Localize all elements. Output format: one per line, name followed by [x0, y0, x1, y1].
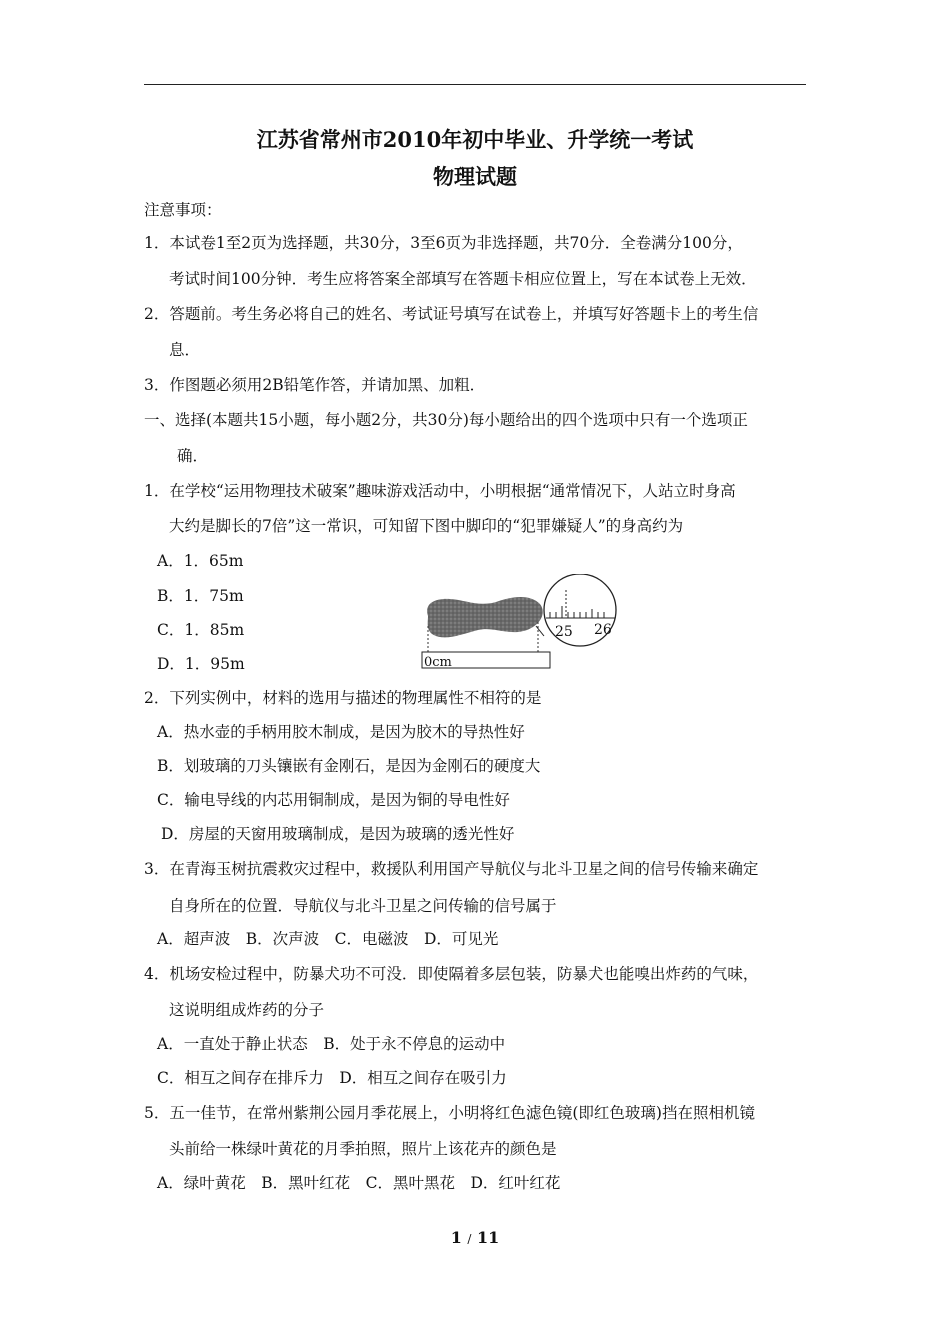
page-current: 1 — [450, 1228, 462, 1247]
q4-options-line-2: C．相互之间存在排斥力 D．相互之间存在吸引力 — [157, 1069, 507, 1087]
magnifier-tick-25: 25 — [555, 624, 573, 640]
magnifier-connector — [536, 626, 544, 636]
q3-stem-line-1: 3．在青海玉树抗震救灾过程中，救援队利用国产导航仪与北斗卫星之间的信号传输来确定 — [144, 860, 759, 878]
q1-option-a: A．1．65m — [157, 552, 244, 570]
page-number — [0, 1228, 950, 1247]
notice-item-2-line-2: 息． — [169, 341, 201, 359]
q5-stem-line-1: 5．五一佳节，在常州紫荆公园月季花展上，小明将红色滤色镜(即红色玻璃)挡在照相机镜 — [144, 1104, 755, 1122]
q1-stem-line-2: 大约是脚长的7倍”这一常识，可知留下图中脚印的“犯罪嫌疑人”的身高约为 — [169, 517, 684, 535]
magnifier-tick-26: 26 — [594, 622, 612, 638]
q1-stem-line-1: 1．在学校“运用物理技术破案”趣味游戏活动中，小明根据“通常情况下，人站立时身高 — [144, 482, 736, 500]
notice-item-3: 3．作图题必须用2B铅笔作答，并请加黑、加粗． — [144, 376, 486, 394]
page-total: 11 — [477, 1228, 500, 1247]
q2-option-a: A．热水壶的手柄用胶木制成，是因为胶木的导热性好 — [157, 723, 525, 741]
q5-stem-line-2: 头前给一株绿叶黄花的月季拍照，照片上该花卉的颜色是 — [169, 1140, 557, 1158]
ruler-label: 0cm — [424, 655, 452, 670]
exam-subtitle: 物理试题 — [433, 164, 517, 189]
q3-options: A．超声波 B．次声波 C．电磁波 D．可见光 — [157, 930, 499, 948]
q1-option-b: B．1．75m — [157, 587, 244, 605]
q2-option-d: D．房屋的天窗用玻璃制成，是因为玻璃的透光性好 — [161, 825, 515, 843]
footprint-ruler-figure — [418, 574, 620, 672]
exam-title: 江苏省常州市2010年初中毕业、升学统一考试 — [256, 127, 694, 152]
q5-options: A．绿叶黄花 B．黑叶红花 C．黑叶黑花 D．红叶红花 — [157, 1174, 561, 1192]
q4-stem-line-2: 这说明组成炸药的分子 — [169, 1001, 325, 1019]
q3-stem-line-2: 自身所在的位置．导航仪与北斗卫星之问传输的信号属于 — [169, 897, 557, 915]
notice-item-2-line-1: 2．答题前。考生务必将自己的姓名、考试证号填写在试卷上，并填写好答题卡上的考生信 — [144, 305, 759, 323]
notice-heading: 注意事项： — [144, 201, 222, 219]
notice-item-1-line-1: 1．本试卷1至2页为选择题，共30分，3至6页为非选择题，共70分．全卷满分100分， — [144, 234, 743, 252]
footprint-shape — [427, 597, 543, 637]
q4-stem-line-1: 4．机场安检过程中，防暴犬功不可没．即使隔着多层包装，防暴犬也能嗅出炸药的气味， — [144, 965, 759, 983]
q2-option-b: B．划玻璃的刀头镶嵌有金刚石，是因为金刚石的硬度大 — [157, 757, 541, 775]
page-separator: / — [467, 1232, 472, 1246]
section-1-heading-line-2: 确． — [177, 447, 209, 465]
q1-option-c: C．1．85m — [157, 621, 245, 639]
q4-options-line-1: A．一直处于静止状态 B．处于永不停息的运动中 — [157, 1035, 506, 1053]
q1-option-d: D．1．95m — [157, 655, 245, 673]
q2-option-c: C．输电导线的内芯用铜制成，是因为铜的导电性好 — [157, 791, 510, 809]
q2-stem: 2．下列实例中，材料的选用与描述的物理属性不相符的是 — [144, 689, 542, 707]
top-rule — [144, 84, 806, 85]
section-1-heading-line-1: 一、选择(本题共15小题，每小题2分，共30分)每小题给出的四个选项中只有一个选项正 — [144, 411, 748, 429]
notice-item-1-line-2: 考试时间100分钟．考生应将答案全部填写在答题卡相应位置上，写在本试卷上无效． — [169, 270, 757, 288]
